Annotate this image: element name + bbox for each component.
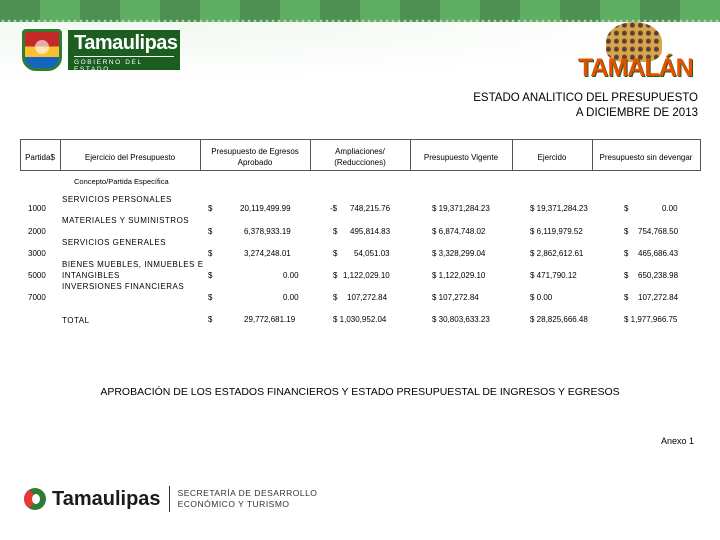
row-ampliaciones: 495,814.83 bbox=[350, 227, 391, 236]
row-sin-devengar: 754,768.50 bbox=[638, 227, 679, 236]
row-partida: 3000 bbox=[28, 249, 46, 258]
footer-secretaria-line1: SECRETARÍA DE DESARROLLO bbox=[177, 488, 318, 498]
row-partida: 7000 bbox=[28, 293, 46, 302]
footer-secretaria bbox=[178, 488, 318, 510]
header-aprobado: Presupuesto de Egresos Aprobado bbox=[211, 147, 299, 167]
row-vigente: $ 6,874,748.02 bbox=[432, 227, 486, 236]
row-currency: $ bbox=[333, 293, 338, 302]
table-header-divider bbox=[700, 139, 701, 171]
row-ampliaciones: 54,051.03 bbox=[354, 249, 390, 258]
row-aprobado: 0.00 bbox=[283, 293, 299, 302]
row-aprobado: 6,378,933.19 bbox=[244, 227, 291, 236]
row-partida: 2000 bbox=[28, 227, 46, 236]
row-ampliaciones: 748,215.76 bbox=[350, 204, 391, 213]
row-concepto: SERVICIOS GENERALES bbox=[62, 238, 167, 247]
row-aprobado: 0.00 bbox=[283, 271, 299, 280]
row-ejercido: $ 471,790.12 bbox=[530, 271, 577, 280]
brand-subtitle: GOBIERNO DEL ESTADO bbox=[74, 56, 174, 73]
header-ampliaciones: Ampliaciones/ (Reducciones) bbox=[334, 147, 386, 167]
header-sin-devengar: Presupuesto sin devengar bbox=[599, 152, 693, 162]
row-currency: $ bbox=[208, 293, 213, 302]
row-currency: $ bbox=[333, 271, 338, 280]
total-label: TOTAL bbox=[62, 316, 90, 325]
header-ejercido: Ejercido bbox=[537, 152, 567, 162]
total-currency: $ bbox=[208, 315, 213, 324]
footer-secretaria-line2: ECONÓMICO Y TURISMO bbox=[177, 499, 290, 509]
report-title bbox=[473, 91, 698, 121]
row-sin-devengar: 465,686.43 bbox=[638, 249, 679, 258]
row-currency: $ bbox=[624, 293, 629, 302]
row-vigente: $ 19,371,284.23 bbox=[432, 204, 490, 213]
concept-label: Concepto/Partida Específica bbox=[74, 177, 169, 186]
row-concepto: SERVICIOS PERSONALES bbox=[62, 195, 172, 204]
footer-logo bbox=[24, 484, 317, 514]
tamaulipas-brand-box bbox=[68, 30, 180, 73]
row-currency: $ bbox=[333, 249, 338, 258]
total-ampliaciones: $ 1,030,952.04 bbox=[333, 315, 387, 324]
row-vigente: $ 1,122,029.10 bbox=[432, 271, 486, 280]
header-vigente: Presupuesto Vigente bbox=[423, 152, 499, 162]
row-concepto: MATERIALES Y SUMINISTROS bbox=[62, 216, 190, 225]
header-partida: Partida$ bbox=[25, 152, 55, 162]
total-vigente: $ 30,803,633.23 bbox=[432, 315, 490, 324]
total-sin-devengar: $ 1,977,966.75 bbox=[624, 315, 678, 324]
tamalan-logo bbox=[576, 20, 694, 86]
row-currency: $ bbox=[208, 227, 213, 236]
row-aprobado: 20,119,499.99 bbox=[240, 204, 291, 213]
row-ampliaciones: 107,272.84 bbox=[347, 293, 388, 302]
row-ampliaciones: 1,122,029.10 bbox=[343, 271, 390, 280]
row-sin-devengar: 650,238.98 bbox=[638, 271, 679, 280]
row-concepto: INVERSIONES FINANCIERAS bbox=[62, 282, 185, 291]
row-ejercido: $ 2,862,612.61 bbox=[530, 249, 584, 258]
footer-separator bbox=[169, 486, 170, 512]
row-ejercido: $ 0.00 bbox=[530, 293, 553, 302]
tamaulipas-symbol-icon bbox=[24, 488, 46, 510]
row-currency: $ bbox=[208, 204, 213, 213]
footer-brand: Tamaulipas bbox=[52, 487, 161, 510]
row-aprobado: 3,274,248.01 bbox=[244, 249, 291, 258]
tamalan-wordmark: TAMALÁN bbox=[578, 54, 693, 82]
row-vigente: $ 3,328,299.04 bbox=[432, 249, 486, 258]
header-ejercicio: Ejercicio del Presupuesto bbox=[84, 152, 176, 162]
anexo-label: Anexo 1 bbox=[660, 436, 694, 446]
tamaulipas-logo bbox=[22, 28, 184, 72]
row-ejercido: $ 6,119,979.52 bbox=[530, 227, 583, 236]
row-vigente: $ 107,272.84 bbox=[432, 293, 479, 302]
coat-of-arms-icon bbox=[22, 29, 62, 71]
row-currency: $ bbox=[624, 271, 629, 280]
approval-title: APROBACIÓN DE LOS ESTADOS FINANCIEROS Y ESTADO PRESUPUESTAL DE INGRESOS Y EGRESOS bbox=[100, 386, 620, 398]
total-aprobado: 29,772,681.19 bbox=[244, 315, 296, 324]
row-partida: 1000 bbox=[28, 204, 46, 213]
total-ejercido: $ 28,825,666.48 bbox=[530, 315, 588, 324]
row-partida: 5000 bbox=[28, 271, 46, 280]
report-title-line2: A DICIEMBRE DE 2013 bbox=[575, 107, 698, 119]
row-currency: $ bbox=[208, 249, 213, 258]
row-sin-devengar: 107,272.84 bbox=[638, 293, 679, 302]
row-currency: $ bbox=[624, 249, 629, 258]
brand-name: Tamaulipas bbox=[74, 32, 178, 54]
row-ejercido: $ 19,371,284.23 bbox=[530, 204, 588, 213]
row-currency: $ bbox=[624, 227, 629, 236]
row-sin-devengar: 0.00 bbox=[662, 204, 678, 213]
row-concepto: BIENES MUEBLES, INMUEBLES E INTANGIBLES bbox=[62, 260, 204, 280]
report-title-line1: ESTADO ANALITICO DEL PRESUPUESTO bbox=[473, 92, 698, 104]
row-currency: $ bbox=[208, 271, 213, 280]
row-currency: $ bbox=[624, 204, 629, 213]
row-currency: -$ bbox=[330, 204, 338, 213]
row-currency: $ bbox=[333, 227, 338, 236]
